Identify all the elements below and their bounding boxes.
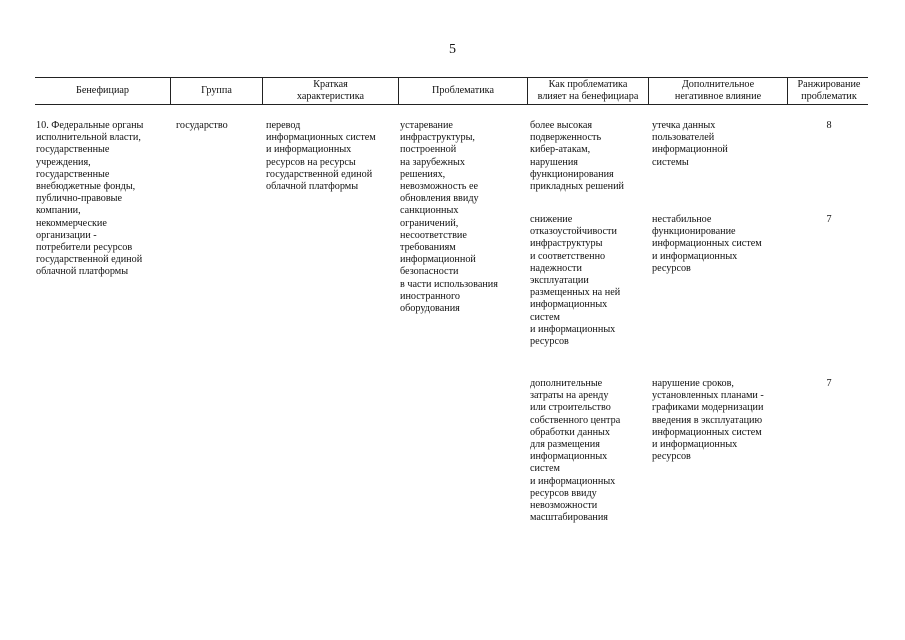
table-top-rule: [35, 77, 868, 78]
cell-rank-3: 7: [826, 378, 832, 389]
cell-impact-3: дополнительные затраты на аренду или строительство собственного центра обработки данных для размещения информационных систем и информационных ресурсов ввиду невозможности масштабирования: [530, 378, 621, 524]
cell-brief: перевод информационных систем и информационных ресурсов на ресурсы государственной единой облачной платформы: [266, 120, 376, 193]
header-beneficiary: Бенефициар: [75, 85, 130, 96]
header-brief: Краткая характеристика: [296, 79, 365, 103]
header-impact: Как проблематика влияет на бенефициара: [537, 79, 639, 103]
header-group: Группа: [201, 85, 232, 96]
table-header-rule: [35, 104, 868, 105]
header-negative: Дополнительное негативное влияние: [674, 79, 762, 103]
cell-group: государство: [176, 120, 228, 131]
header-problem: Проблематика: [432, 85, 494, 96]
cell-negative-2: нестабильное функционирование информационных систем и информационных ресурсов: [652, 214, 762, 274]
cell-problem: устаревание инфраструктуры, построенной на зарубежных решениях, невозможность ее обновления ввиду санкционных ограничений, несоответствие требованиям информационной безопасности в части использования иностранного оборудования: [400, 120, 498, 315]
cell-negative-3: нарушение сроков, установленных планами - графиками модернизации введения в эксплуатацию информационных систем и информационных ресурсов: [652, 378, 764, 463]
cell-rank-1: 8: [826, 120, 832, 131]
cell-impact-2: снижение отказоустойчивости инфраструктуры и соответственно надежности эксплуатации размещенных на ней информационных систем и информационных ресурсов: [530, 214, 621, 348]
cell-negative-1: утечка данных пользователей информационной системы: [652, 120, 728, 168]
cell-beneficiary: 10. Федеральные органы исполнительной власти, государственные учреждения, государственные внебюджетные фонды, публично-правовые компании, некоммерческие организации - потребители ресурсов государственной единой облачной платформы: [36, 120, 144, 278]
cell-rank-2: 7: [826, 214, 832, 225]
header-ranking: Ранжирование проблематик: [797, 79, 861, 103]
page-number: 5: [449, 42, 456, 57]
cell-impact-1: более высокая подверженность кибер-атакам, нарушения функционирования прикладных решений: [530, 120, 625, 193]
